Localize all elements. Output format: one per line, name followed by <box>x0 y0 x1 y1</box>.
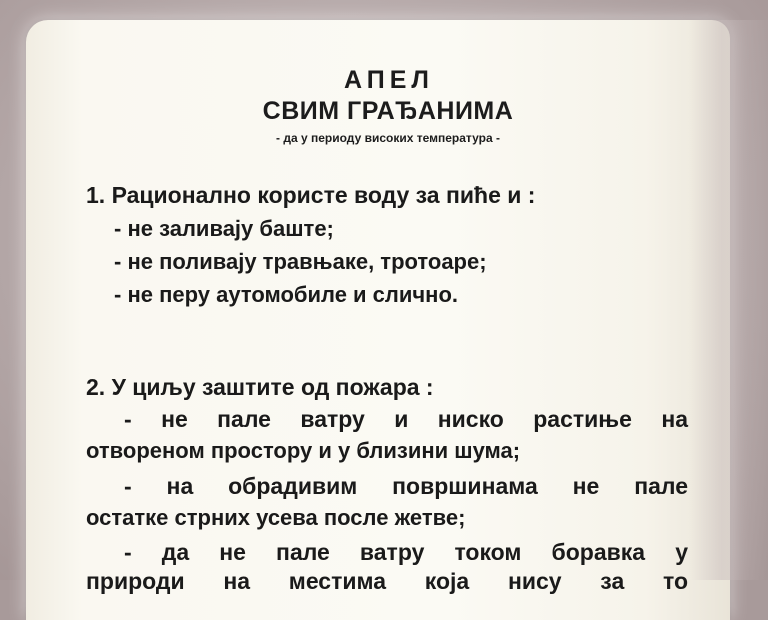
section-2-line: - на обрадивим површинама не пале <box>124 473 688 499</box>
section-2-heading: 2. У циљу заштите од пожара : <box>86 374 434 400</box>
document-title: АПЕЛ <box>344 66 434 94</box>
section-1-item: - не поливају травњаке, тротоаре; <box>114 249 487 274</box>
section-2-line: - да не пале ватру током боравка у <box>124 539 688 565</box>
document-title-addressee: СВИМ ГРАЂАНИМА <box>262 97 514 125</box>
section-1-item: - не заливају баште; <box>114 216 334 241</box>
section-1-heading: 1. Рационално користе воду за пиће и : <box>86 182 536 208</box>
document-subtitle: - да у периоду високих температура - <box>276 131 500 145</box>
section-2-line: отвореном простору и у близини шума; <box>86 438 521 463</box>
section-2-line: остатке стрних усева после жетве; <box>86 505 466 530</box>
section-2-line: - не пале ватру и ниско растиње на <box>124 406 688 432</box>
section-1-item: - не перу аутомобиле и слично. <box>114 282 459 307</box>
section-2-line: природи на местима која нису за то <box>86 568 688 594</box>
